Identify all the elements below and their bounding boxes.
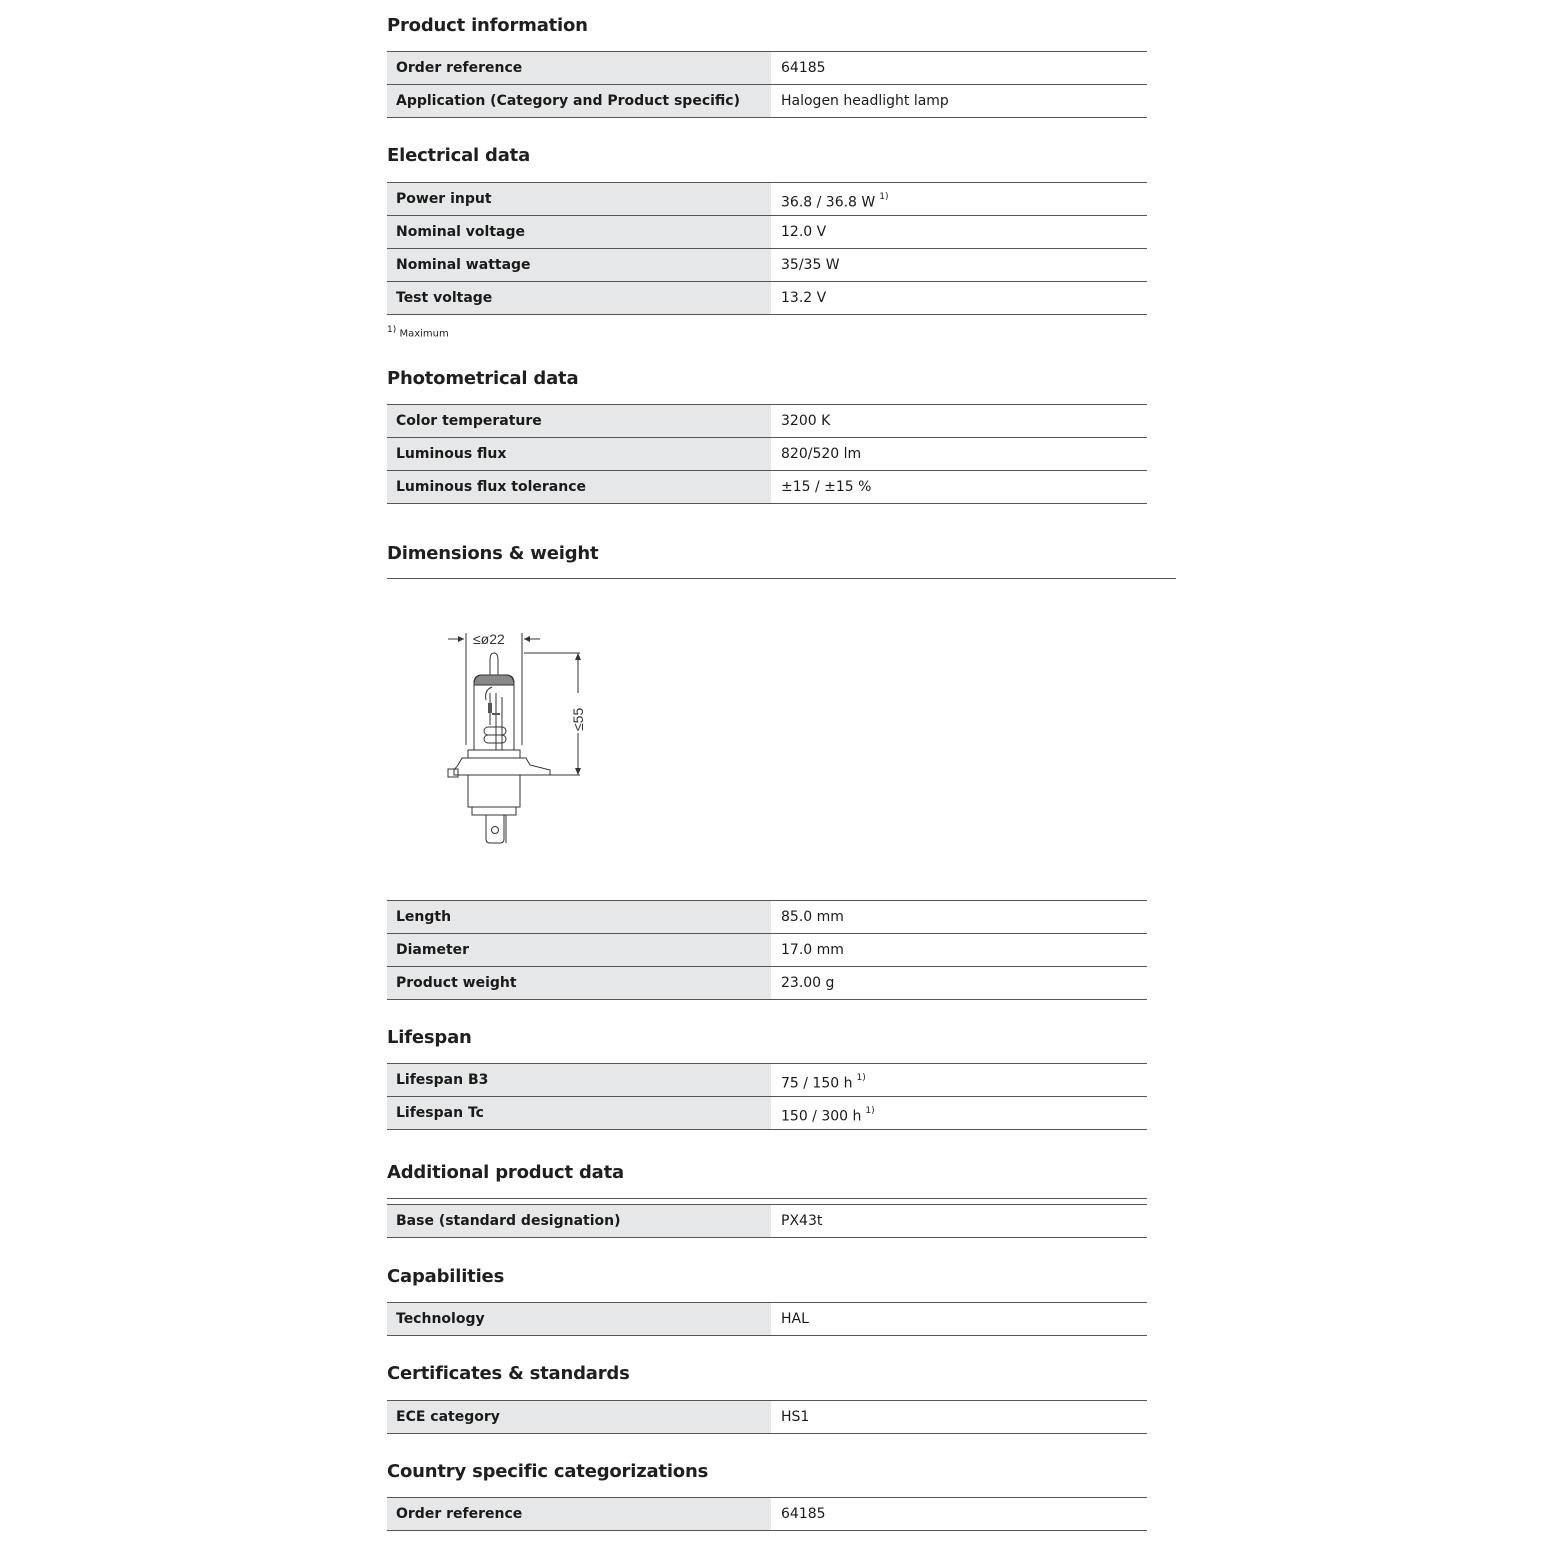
row-value: PX43t bbox=[781, 1213, 823, 1229]
table-row bbox=[387, 438, 1147, 471]
country-specific-table bbox=[387, 1497, 1147, 1531]
section-title-certificates-standards: Certificates & standards bbox=[387, 1363, 630, 1384]
row-label: Base (standard designation) bbox=[387, 1205, 771, 1237]
row-value: 64185 bbox=[781, 60, 826, 76]
additional-product-data-table bbox=[387, 1204, 1147, 1238]
row-label: Length bbox=[387, 901, 771, 933]
section-title-product-information: Product information bbox=[387, 15, 588, 36]
table-row bbox=[387, 1097, 1147, 1130]
section-title-lifespan: Lifespan bbox=[387, 1027, 472, 1048]
section-title-capabilities: Capabilities bbox=[387, 1266, 505, 1287]
row-value: 3200 K bbox=[781, 413, 831, 429]
table-row bbox=[387, 52, 1147, 85]
row-value: Halogen headlight lamp bbox=[781, 93, 949, 109]
row-label: Order reference bbox=[387, 52, 771, 84]
table-row bbox=[387, 183, 1147, 216]
table-row bbox=[387, 1401, 1147, 1434]
row-value: ±15 / ±15 % bbox=[781, 479, 872, 495]
row-value: 23.00 g bbox=[781, 975, 835, 991]
section-title-photometrical-data: Photometrical data bbox=[387, 368, 579, 389]
row-label: Test voltage bbox=[387, 282, 771, 314]
row-value: 13.2 V bbox=[781, 290, 827, 306]
row-value: 12.0 V bbox=[781, 224, 827, 240]
row-label: ECE category bbox=[387, 1401, 771, 1433]
row-value: HS1 bbox=[781, 1409, 810, 1425]
table-row bbox=[387, 471, 1147, 504]
height-label: ≤55 bbox=[570, 707, 586, 731]
row-label: Power input bbox=[387, 183, 771, 215]
dimensions-weight-table bbox=[387, 900, 1147, 1000]
row-label: Product weight bbox=[387, 967, 771, 999]
value-text: 75 / 150 h bbox=[781, 1075, 853, 1092]
table-row bbox=[387, 1205, 1147, 1238]
table-row bbox=[387, 967, 1147, 1000]
section-title-dimensions-weight: Dimensions & weight bbox=[387, 543, 599, 564]
row-value: 820/520 lm bbox=[781, 446, 862, 462]
row-label: Diameter bbox=[387, 934, 771, 966]
table-row bbox=[387, 901, 1147, 934]
section-title-electrical-data: Electrical data bbox=[387, 145, 531, 166]
row-label: Luminous flux bbox=[387, 438, 771, 470]
table-row bbox=[387, 934, 1147, 967]
table-row bbox=[387, 1498, 1147, 1531]
row-label: Lifespan B3 bbox=[387, 1064, 771, 1096]
row-label: Color temperature bbox=[387, 405, 771, 437]
table-row bbox=[387, 216, 1147, 249]
table-row bbox=[387, 1064, 1147, 1097]
section-title-country-specific: Country specific categorizations bbox=[387, 1461, 709, 1482]
value-text: 150 / 300 h bbox=[781, 1108, 862, 1125]
row-value: HAL bbox=[781, 1311, 809, 1327]
row-value: 35/35 W bbox=[781, 257, 840, 273]
row-value: 17.0 mm bbox=[781, 942, 844, 958]
section-divider bbox=[387, 578, 1176, 579]
row-label: Application (Category and Product specific) bbox=[387, 85, 771, 117]
row-value bbox=[771, 1097, 1147, 1129]
section-title-additional-product-data: Additional product data bbox=[387, 1162, 624, 1183]
section-divider bbox=[387, 1198, 1147, 1199]
table-row bbox=[387, 1303, 1147, 1336]
row-value bbox=[771, 1064, 1147, 1096]
footnote-mark: 1) bbox=[856, 1073, 866, 1083]
row-label: Technology bbox=[387, 1303, 771, 1335]
footnote-mark: 1) bbox=[865, 1106, 875, 1116]
table-row bbox=[387, 249, 1147, 282]
row-value: 64185 bbox=[781, 1506, 826, 1522]
table-row bbox=[387, 405, 1147, 438]
diameter-label: ≤ø22 bbox=[473, 631, 505, 647]
footnote bbox=[387, 325, 449, 339]
row-label: Nominal voltage bbox=[387, 216, 771, 248]
capabilities-table bbox=[387, 1302, 1147, 1336]
product-information-table bbox=[387, 51, 1147, 118]
footnote-text: Maximum bbox=[399, 328, 449, 340]
photometrical-data-table bbox=[387, 404, 1147, 504]
row-label: Order reference bbox=[387, 1498, 771, 1530]
row-value bbox=[771, 183, 1147, 215]
footnote-mark: 1) bbox=[879, 192, 889, 202]
electrical-data-table bbox=[387, 182, 1147, 315]
row-label: Lifespan Tc bbox=[387, 1097, 771, 1129]
lifespan-table bbox=[387, 1063, 1147, 1130]
row-value: 85.0 mm bbox=[781, 909, 844, 925]
row-label: Luminous flux tolerance bbox=[387, 471, 771, 503]
row-label: Nominal wattage bbox=[387, 249, 771, 281]
table-row bbox=[387, 282, 1147, 315]
certificates-standards-table bbox=[387, 1400, 1147, 1434]
value-text: 36.8 / 36.8 W bbox=[781, 194, 876, 211]
footnote-mark: 1) bbox=[387, 325, 397, 335]
bulb-dimension-drawing bbox=[440, 625, 590, 850]
table-row bbox=[387, 85, 1147, 118]
